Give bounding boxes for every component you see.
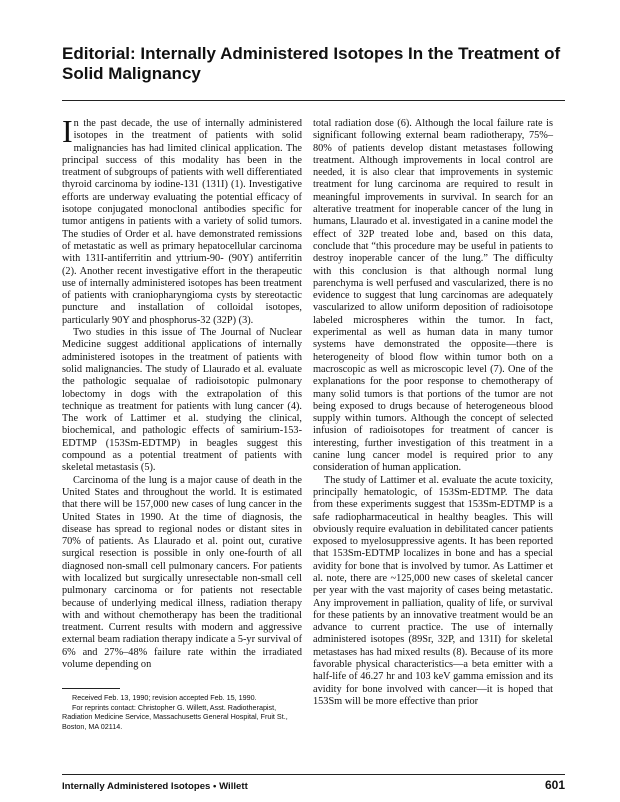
- editorial-title: Editorial: Internally Administered Isotopes In the Treatment of Solid Malignancy: [62, 44, 561, 83]
- title-divider: [62, 100, 565, 101]
- footnote-received: Received Feb. 13, 1990; revision accepted Feb. 15, 1990.: [72, 693, 257, 702]
- footer-divider: [62, 774, 565, 775]
- left-column: [62, 113, 302, 671]
- paragraph-lattimer-study: The study of Lattimer et al. evaluate the acute toxicity, principally hematologic, of 153Sm-EDTMP. The data from these experiments suggest that 153Sm-EDTMP is a safe radiopharmaceutical in healthy beagles. This will obviously require evaluation in debilitated cancer patients exposed to myelosuppressive agents. It has been reported that 153Sm-EDTMP localizes in bone and has a special avidity for bone that is involved by tumor. As Lattimer et al. note, there are ~125,000 new cases of skeletal cancer per year with the vast majority of cases being metastatic. Any improvement in palliation, quality of life, or survival for these patients by an innovative treatment would be an advance to current practice. The use of internally administered isotopes (89Sr, 32P, and 131I) for skeletal metastases has had mixed results (8). Because of its more favorable physical characteristics—a beta emitter with a half-life of 46.27 hr and 103 keV gamma emission and its avidity for bone involved with cancer—it is hoped that 153Sm will be more effective than prior: [313, 474, 553, 707]
- right-column: [313, 118, 553, 708]
- footnote-divider: [62, 688, 120, 689]
- paragraph-two-studies: Two studies in this issue of The Journal of Nuclear Medicine suggest additional applications of internally administered isotopes in the treatment of patients with solid malignancies. The study of Llaurado et al. evaluate the pathologic sequalae of radioisotopic pulmonary lobectomy in dogs with the extrapolation of this technique as treatment for patients with lung cancer (4). The work of Lattimer et al. studying the clinical, biochemical, and pathologic effects of samirium-153-EDTMP (153Sm-EDTMP) in beagles suggest this compound as a potential treatment of patients with skeletal metastasis (5).: [62, 327, 302, 474]
- page-number: 601: [544, 778, 565, 792]
- running-title: Internally Administered Isotopes • Willett: [62, 781, 248, 792]
- paragraph-intro: [62, 113, 302, 327]
- footnote: [62, 693, 308, 731]
- footnote-reprints: For reprints contact: Christopher G. Willett, Asst. Radiotherapist, Radiation Medicine Service, Massachusetts General Hospital, Fruit St., Boston, MA 02114.: [62, 702, 288, 731]
- drop-cap: I: [62, 113, 73, 149]
- paragraph-intro-text: n the past decade, the use of internally administered isotopes in the treatment of patients with solid malignancies has had limited clinical application. The principal success of this modality has been in the treatment of subgroups of patients with well differentiated thyroid carcinoma by iodine-131 (131I) (1). Investigative efforts are underway evaluating the potential efficacy of isotope conjugated monoclonal antibodies specific for tumor antigens in patients with a variety of solid tumors. The studies of Order et al. have demonstrated remissions of metastatic as well as primary hepatocellular carcinoma with 131I-antiferritin and yttrium-90- (90Y) antiferritin (2). Another recent investigative effort in the therapeutic use of internally administered isotopes has been treatment of patients with craniopharyngioma cysts by stereotactic puncture and installation of colloidal isotopes, particularly 90Y and phosphorus-32 (32P) (3).: [62, 118, 302, 326]
- paragraph-radiation-dose: total radiation dose (6). Although the local failure rate is significant following external beam radiotherapy, 75%–80% of patients develop distant metastases following treatment. Although improvements in local control are needed, it is also clear that improvements in systemic treatment for lung carcinoma are required to result in meaningful improvements in survival. In search for an alterative treatment for inoperable cancer of the lung in humans, Llaurado et al. investigated in a canine model the effect of 32P treated lobe and, based on this data, conclude that “this procedure may be useful in patients to destroy inoperable cancer of the lung.” The difficulty with this conclusion is that although normal lung parenchyma is well perfused and vascularized, there is no evidence to suggest that lung carcinomas are adequately vascularized to allow uniform deposition of radioisotope labeled microspheres within the tumor. In fact, experimental as well as human data in many tumor systems have demonstrated the opposite—there is heterogeneity of blood flow within tumor both on a macroscopic as well as microscopic level (7). One of the explanations for the poor response to chemotherapy of many solid tumors is that portions of the tumor are not being exposed to drugs because of heterogeneous blood supply within tumors. Although the concept of selected infusion of radioisotopes for treatment of cancer is interesting, further investigation of this treatment in a canine lung cancer model is required prior to any consideration of human application.: [313, 118, 553, 474]
- paragraph-lung-carcinoma: Carcinoma of the lung is a major cause of death in the United States and throughout the world. It is estimated that there will be 157,000 new cases of lung cancer in the United States in 1990. At the time of diagnosis, the disease has spread to regional nodes or distant sites in 70% of patients. As Llaurado et al. point out, curative surgical resection is possible in only one-fourth of all diagnosed non-small cell pulmonary cancers. For patients with localized but surgically unresectable non-small cell pulmonary carcinoma or for patients not resectable because of underlying medical illness, radiation therapy with and without chemotherapy has been the traditional treatment. Current results with modern and aggressive external beam radiation therapy indicate a 5-yr survival of 6% and 27%–48% failure rate within the irradiated volume depending on: [62, 474, 302, 671]
